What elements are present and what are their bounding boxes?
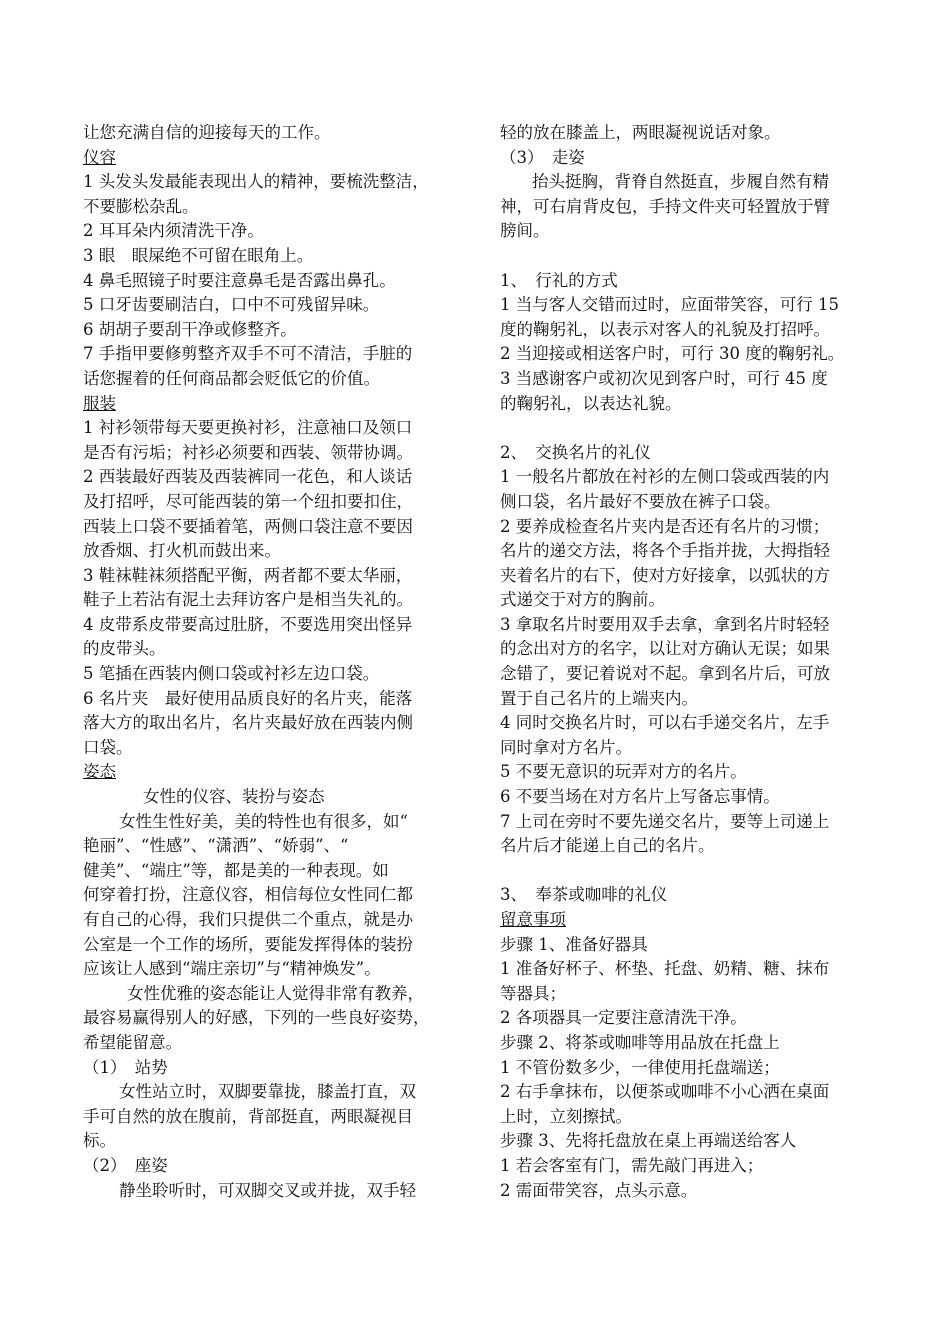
text-line: 步骤 1、准备好器具 <box>500 934 648 954</box>
text-line: 念错了，要记着说对不起。拿到名片后，可放 <box>500 664 830 684</box>
text-line: 5 口牙齿要刷洁白，口中不可残留异味。 <box>83 295 380 315</box>
subheading-walking: （3） 走姿 <box>500 147 585 167</box>
text-line: 西装上口袋不要插着笔，两侧口袋注意不要因 <box>83 516 413 536</box>
text-line: 名片的递交方法，将各个手指并拢，大拇指轻 <box>500 541 830 561</box>
text-line: 何穿着打扮，注意仪容，相信每位女性同仁都 <box>83 885 413 905</box>
text-line: 的皮带头。 <box>83 639 166 659</box>
subheading-standing: （1） 站势 <box>83 1057 168 1077</box>
text-line: 侧口袋，名片最好不要放在裤子口袋。 <box>500 491 781 511</box>
text-line: 3 鞋袜鞋袜须搭配平衡，两者都不要太华丽， <box>83 565 413 585</box>
subheading-sitting: （2） 座姿 <box>83 1155 168 1175</box>
blank-line <box>500 244 885 269</box>
text-line: 4 鼻毛照镜子时要注意鼻毛是否露出鼻孔。 <box>83 270 396 290</box>
text-line: 落大方的取出名片，名片夹最好放在西装内侧 <box>83 713 413 733</box>
text-line: 手可自然的放在腹前，背部挺直，两眼凝视目 <box>83 1106 413 1126</box>
text-line: 置于自己名片的上端夹内。 <box>500 688 698 708</box>
text-line: 7 手指甲要修剪整齐双手不可不清洁，手脏的 <box>83 344 413 364</box>
text-line: 神，可右肩背皮包，手持文件夹可轻置放于臂 <box>500 196 830 216</box>
subsection-title: 女性的仪容、装扮与姿态 <box>143 787 325 807</box>
section-heading-tea-coffee: 3、 奉茶或咖啡的礼仪 <box>500 885 668 905</box>
text-line: 度的鞠躬礼，以表示对客人的礼貌及打招呼。 <box>500 319 830 339</box>
text-line: 式递交于对方的胸前。 <box>500 590 665 610</box>
text-line: 公室是一个工作的场所，要能发挥得体的装扮 <box>83 934 413 954</box>
text-line: 1 若会客室有门，需先敲门再进入； <box>500 1155 764 1175</box>
text-line: 标。 <box>83 1131 116 1151</box>
text-line: 3 拿取名片时要用双手去拿，拿到名片时轻轻 <box>500 614 830 634</box>
text-line: 女性生性好美，美的特性也有很多，如“ <box>119 811 408 831</box>
text-line: 话您握着的任何商品都会贬低它的价值。 <box>83 368 380 388</box>
text-line: 2 需面带笑容，点头示意。 <box>500 1180 698 1200</box>
text-line: 上时，立刻擦拭。 <box>500 1106 632 1126</box>
section-heading-business-cards: 2、 交换名片的礼仪 <box>500 442 651 462</box>
section-heading-attire: 服装 <box>83 393 116 413</box>
text-line: 2 当迎接或相送客户时，可行 30 度的鞠躬礼。 <box>500 344 845 364</box>
text-line: 2 西装最好西装及西装裤同一花色，和人谈话 <box>83 467 413 487</box>
text-line: 希望能留意。 <box>83 1032 182 1052</box>
text-line: 的念出对方的名字，以让对方确认无误；如果 <box>500 639 830 659</box>
section-heading-posture: 姿态 <box>83 762 116 782</box>
text-line: 轻的放在膝盖上，两眼凝视说话对象。 <box>500 123 781 142</box>
text-line: 应该让人感到“端庄亲切”与“精神焕发”。 <box>83 959 381 979</box>
left-column <box>83 121 475 1203</box>
text-line: 3 当感谢客户或初次见到客户时，可行 45 度 <box>500 368 828 388</box>
section-heading-appearance: 仪容 <box>83 147 116 167</box>
text-line: 4 同时交换名片时，可以右手递交名片，左手 <box>500 713 830 733</box>
text-line: 1 不管份数多少，一律使用托盘端送； <box>500 1057 780 1077</box>
text-line: 是否有污垢；衬衫必须要和西装、领带协调。 <box>83 442 413 462</box>
text-line: 放香烟、打火机而鼓出来。 <box>83 541 281 561</box>
text-line: 1 准备好杯子、杯垫、托盘、奶精、糖、抹布 <box>500 959 830 979</box>
text-line: 1 当与客人交错而过时，应面带笑容，可行 15 <box>500 295 839 315</box>
text-line: 名片后才能递上自己的名片。 <box>500 836 715 856</box>
text-line: 6 不要当场在对方名片上写备忘事情。 <box>500 787 780 807</box>
text-line: 女性优雅的姿态能让人觉得非常有教养， <box>127 983 424 1003</box>
right-column <box>500 121 885 1203</box>
text-line: 1 头发头发最能表现出人的精神，要梳洗整洁， <box>83 172 429 192</box>
text-line: 2 右手拿抹布，以便茶或咖啡不小心洒在桌面 <box>500 1082 830 1102</box>
blank-line <box>500 859 885 884</box>
text-line: 2 要养成检查名片夹内是否还有名片的习惯； <box>500 516 830 536</box>
text-line: 夹着名片的右下，使对方好接拿，以弧状的方 <box>500 565 830 585</box>
text-line: 2 耳耳朵内须清洗干净。 <box>83 221 264 241</box>
text-line: 的鞠躬礼，以表达礼貌。 <box>500 393 682 413</box>
text-line: 有自己的心得，我们只提供二个重点，就是办 <box>83 910 413 929</box>
blank-line <box>500 416 885 441</box>
text-line: 健美”、“端庄”等，都是美的一种表现。如 <box>83 860 389 880</box>
text-line: 步骤 3、先将托盘放在桌上再端送给客人 <box>500 1131 797 1151</box>
text-line: 1 衬衫领带每天要更换衬衫，注意袖口及领口 <box>83 418 413 438</box>
text-line: 3 眼 眼屎绝不可留在眼角上。 <box>83 245 314 265</box>
text-line: 2 各项器具一定要注意清洗干净。 <box>500 1008 747 1028</box>
text-line: 步骤 2、将茶或咖啡等用品放在托盘上 <box>500 1032 780 1052</box>
text-line: 让您充满自信的迎接每天的工作。 <box>83 123 331 142</box>
text-line: 艳丽”、“性感”、“潇洒”、“娇弱”、“ <box>83 836 349 856</box>
section-heading-bowing: 1、 行礼的方式 <box>500 270 618 290</box>
text-line: 膀间。 <box>500 221 550 241</box>
text-line: 等器具； <box>500 983 566 1003</box>
text-line: 及打招呼，尽可能西装的第一个纽扣要扣住， <box>83 491 413 511</box>
text-line: 鞋子上若沾有泥土去拜访客户是相当失礼的。 <box>83 590 413 610</box>
text-line: 不要膨松杂乱。 <box>83 196 199 216</box>
text-line: 最容易赢得别人的好感，下列的一些良好姿势， <box>83 1008 430 1028</box>
text-line: 5 笔插在西装内侧口袋或衬衫左边口袋。 <box>83 664 380 684</box>
text-line: 女性站立时，双脚要靠拢，膝盖打直，双 <box>119 1082 416 1102</box>
text-line: 7 上司在旁时不要先递交名片，要等上司递上 <box>500 811 830 831</box>
text-line: 5 不要无意识的玩弄对方的名片。 <box>500 762 747 782</box>
text-line: 口袋。 <box>83 737 133 757</box>
text-line: 抬头挺胸，背脊自然挺直，步履自然有精 <box>532 172 829 192</box>
text-line: 1 一般名片都放在衬衫的左侧口袋或西装的内 <box>500 467 830 487</box>
text-line: 静坐聆听时，可双脚交叉或并拢，双手轻 <box>119 1180 416 1200</box>
text-line: 4 皮带系皮带要高过肚脐，不要选用突出怪异 <box>83 614 413 634</box>
text-line: 6 胡胡子要刮干净或修整齐。 <box>83 319 297 339</box>
text-line: 6 名片夹 最好使用品质良好的名片夹，能落 <box>83 688 413 708</box>
subheading-notes: 留意事项 <box>500 910 566 929</box>
text-line: 同时拿对方名片。 <box>500 737 632 757</box>
